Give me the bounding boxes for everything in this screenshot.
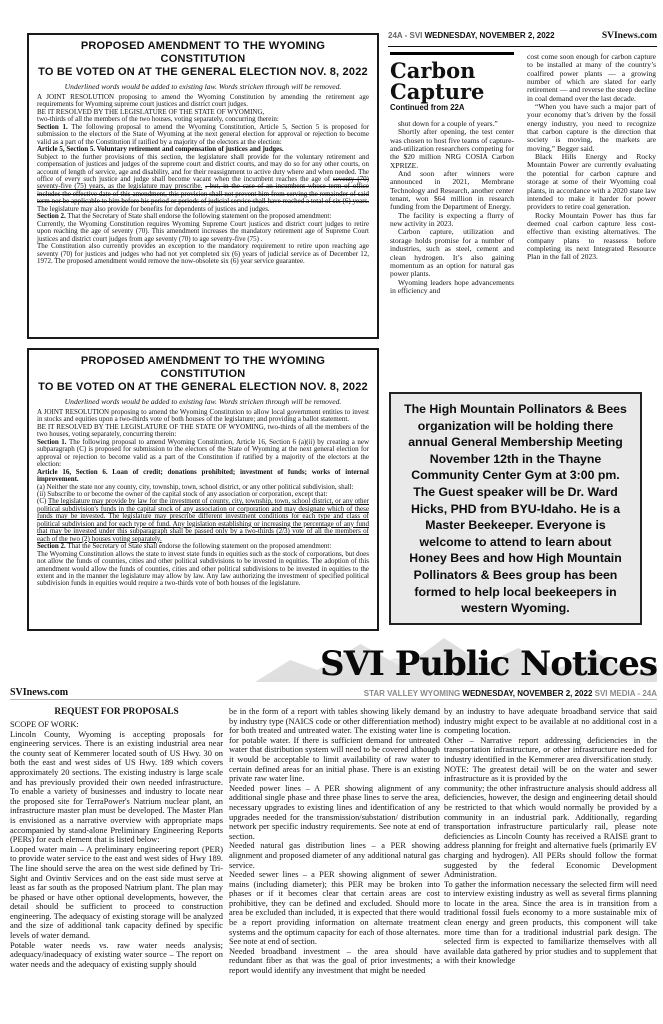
masthead-title: SVI Public Notices — [320, 644, 657, 684]
notice-1-title — [37, 40, 369, 79]
rfp-column-1 — [10, 707, 223, 969]
headline-rule — [390, 52, 514, 55]
article-headline — [390, 60, 514, 102]
folio-website-url: SVInews.com — [10, 687, 69, 698]
folio-media-page: SVI MEDIA - 24A — [592, 689, 657, 698]
bee-meeting-announcement: The High Mountain Pollinators & Bees organization will be holding there annual General Membership Meeting November 12th in the Thayne Community Center Gym at 3:00 pm. The Guest speaker will be Dr. Ward Hicks, PHD from BYU-Idaho. He is a Master Beekeeper. Everyone is welcome to attend to learn about Honey Bees and how High Mountain Pollinators & Bees group has been formed to help local beekeepers in western Wyoming. — [389, 392, 642, 625]
folio-location: STAR VALLEY WYOMING — [363, 689, 463, 698]
rfp-title: REQUEST FOR PROPOSALS — [54, 707, 179, 717]
rfp-text-col1: SCOPE OF WORK: Lincoln County, Wyoming is accepting proposals for engineering services. There is an existing industrial area near the county seat of Kemmerer located south of US Hwy. 30 on both the east and west sides of US Hwy. 189 which covers approximately 20 sections. The existing industry is large scale and has previously provided their own needed infrastructure. To enable a variety of businesses and industry to locate near the proposed site for TerraPower's Natrium nuclear plant, an infrastructure master plan must be developed. The Master Plan is envisioned as a narrative overview with appropriate maps accompanied by stand-alone Preliminary Engineering Reports (PERs) for each element that is listed below: Looped water main – A preliminary engineering report (PER) to provide water service to the east and west sides of Hwy 189. The line should serve the area on the west side defined by Tri-Sight and Ovintiv Services and on the east side must serve at least as far south as the proposed Natrium plant. The plan may be phased or have other optional developments, however, the detail should be sufficient to proceed to construction engineering. The adequacy of existing storage will be analyzed and the size of additional tank capacity defined by specific levels of water demand. Potable water needs vs. raw water needs analysis; adequacy/inadequacy of existing water source – The report on water needs and the adequacy of existing supply should — [10, 720, 223, 969]
notice-1-title-line1: PROPOSED AMENDMENT TO THE WYOMING CONSTITUTION — [80, 40, 326, 65]
headline-line2: Capture — [390, 79, 485, 104]
rfp-text-col3: by an industry to have adequate broadband service that said industry might expect to be available at no additional cost in a competing location. Other – Narrative report addressing deficiencies in the transportation infrastructure, or other infrastructure needed for industry identified in the Kemmerer area diversification study. NOTE: The greatest detail will be on the water and sewer infrastructure as it is provided by the community; the other infrastructure analysis should address all deficiencies, however, the design and engineering detail should be restricted to that which would normally be provided by a community in an industrial park. Additionally, regarding transportation infrastructure particularly rail, please note deficiencies as Lincoln County has received a RAISE grant to address planning for freight and alternative fuels (primarily EV charging and hydrogen). All PERs should follow the format suggested by the federal Economic Development Administration. To gather the information necessary the selected firm will need to interview existing industry as well as several firms planning to locate in the area. Since the area is in transition from a traditional fossil fuels economy to a more sustainable mix of clean energy and green products, this component will take more time than for a traditional industrial park design. The selected firm is expected to familiarize themselves with all available data gathered by prior studies and to supplement that with their knowledge — [444, 707, 657, 966]
notice-1-subtitle: Underlined words would be added to existing law. Words stricken through will be removed. — [64, 82, 342, 91]
page-number: 24A - SVI — [388, 31, 425, 40]
public-notices-masthead — [255, 628, 657, 682]
folio-tagline — [364, 689, 657, 698]
rfp-column-2 — [229, 707, 440, 976]
folio-date: WEDNESDAY, NOVEMBER 2, 2022 — [462, 689, 593, 698]
notice-2-subtitle: Underlined words would be added to existing law. Words stricken through will be removed. — [64, 397, 342, 406]
issue-date: WEDNESDAY, NOVEMBER 2, 2022 — [424, 31, 555, 40]
carbon-article-column-2 — [527, 53, 656, 262]
page-number-date — [388, 31, 555, 40]
notice-1-body: A JOINT RESOLUTION proposing to amend the Wyoming Constitution by amending the retirement age requirements for Wyoming supreme court justices and district court judges. BE IT RESOLVED BY THE LEGISLATURE OF THE STATE OF WYOMING, two-thirds of all the members of the two houses, voting separately, concurring therein: Section 1. The following proposal to amend the Wyoming Constitution, Article 5, Section 5 is proposed for submission to the electors of the State of Wyoming at the next general election for approval or rejection to become valid as a part of the Constitution if ratified by a majority of the electors at the election: Article 5, Section 5. Voluntary retirement and compensation of justices and judges. Subject to the further provisions of this section, the legislature shall provide for the voluntary retirement and compensation of justices and judges of the supreme court and district courts, and may do so for any other courts, on account of length of service, age and disability, and for their reassignment to active duty where and when needed. The office of every such justice and judge shall become vacant when the incumbent reaches the age of seventy (70) seventy-five (75) years, as the legislature may prescribe. , but, in the case of an incumbent whose term of office includes the effective date of this amendment, this provision shall not prevent him from serving the remainder of said term nor be applicable to him before his period or periods of judicial service shall have reached a total of six (6) years. The legislature may also provide for benefits for dependents of justices and judges. Section 2. That the Secretary of State shall endorse the following statement on the proposed amendment: Currently, the Wyoming Constitution requires Wyoming Supreme Court justices and district court judges to retire upon reaching the age of seventy (70). This amendment increases the mandatory retirement age of Supreme Court justices and district court judges from age seventy (70) to age seventy-five (75) . The Constitution also currently provides an exception to the mandatory requirement to retire upon reaching age seventy (70) for justices and judges who had not yet completed six (6) years of judicial service as of December 12, 1972. The proposed amendment would remove the now-obsolete six (6) year service guarantee. — [37, 93, 369, 265]
website-url: SVInews.com — [601, 31, 657, 41]
folio-line — [10, 685, 657, 700]
notice-2-title — [37, 355, 369, 394]
page-running-header — [388, 31, 657, 47]
continued-from-label: Continued from 22A — [390, 103, 465, 112]
notice-1-title-line2: TO BE VOTED ON AT THE GENERAL ELECTION NOV. 8, 2022 — [38, 66, 368, 78]
notice-2-body: A JOINT RESOLUTION proposing to amend the Wyoming Constitution to allow local government entities to invest in stocks and equities upon a two-thirds vote of both houses of the legislature; and providing a ballot statement. BE IT RESOLVED BY THE LEGISLATURE OF THE STATE OF WYOMING, two-thirds of all the members of the two houses, voting separately, concurring therein: Section 1. The following proposal to amend Wyoming Constitution, Article 16, Section 6 (a)(ii) by creating a new subparagraph (C) is proposed for submission to the electors of the State of Wyoming at the next general election for approval or rejection to become valid as a part of the Constitution if ratified by a majority of the electors at the election: Article 16, Section 6. Loan of credit; donations prohibited; investment of funds; works of internal improvement. (a) Neither the state nor any county, city, township, town, school district, or any other political subdivision, shall: (ii) Subscribe to or become the owner of the capital stock of any association or corporation, except that: (C) The legislature may provide by law for the investment of county, city, township, town, school district, or any other political subdivision's funds in the capital stock of any association or corporation and may designate which of these funds may be invested. The legislature may prescribe different investment conditions for each type and class of political subdivision and for each type of fund. Any legislation establishing or increasing the percentage of any fund that may be invested under this subparagraph shall be passed only by a two-thirds (2/3) vote of all the members of each of the two (2) houses voting separately. Section 2. That the Secretary of State shall endorse the following statement on the proposed amendment: The Wyoming Constitution allows the state to invest state funds in equities such as the stock of corporations, but does not allow the funds of counties, cities and other political subdivisions to be invested in equities. The adoption of this amendment would allow the funds of counties, cities and other political subdivisions to be invested in equities to the extent and in the manner the legislature may allow by law. Any law authorizing the investment of specified political subdivision funds in equities would require a two-thirds vote of both houses of the legislature. — [37, 408, 370, 588]
headline-line1: Carbon — [390, 58, 476, 83]
rfp-text-col2: be in the form of a report with tables showing likely demand by industry type (NAICS code or other differentiation method) for both treated and untreated water. The existing water line is for potable water. If there is sufficient demand for untreated water that distribution system will need to be covered although it would be acceptable to limit availability of raw water to certain defined areas for an initial phase. There is an existing private raw water line. Needed power lines – A PER showing alignment of any additional single phase and three phase lines to serve the area, necessary upgrades to existing lines and identification of any upgrades needed for the transmission/substation/ distribution network per specific industry requirements. See note at end of section. Needed natural gas distribution lines – a PER showing alignment and proposed diameter of any additional natural gas service. Needed sewer lines – a PER showing alignment of sewer mains (including diameter); this PER may be broken into phases or if it becomes clear that certain areas are cost prohibitive, they can be defined and excluded. Should more area be excluded than included, it is expected that there would be a report providing information on alternate treatment systems and the optimum capacity for each of those alternates. See note at end of section. Needed broadband investment – the area should have redundant fiber as that was the goal of prior investments; a report would identify any investment that might be needed — [229, 707, 440, 976]
article-text-col2: cost come soon enough for carbon capture to be installed at many of the country’s coalfired power plants — a growing number of which are slated for early retirement — and reverse the steep decline in coal demand over the last decade. “When you have such a major part of your economy that’s driven by the fossil energy industry, you need to recognize that carbon capture is the direction that society is moving, the markets are moving,” Begger said. Black Hills Energy and Rocky Mountain Power are currently evaluating the potential for carbon capture and storage at some of their Wyoming coal plants, in accordance with a 2020 state law intended to make it harder for power providers to retire coal generation. Rocky Mountain Power has thus far deemed coal carbon capture less cost-effective than existing alternatives. The company plans to reassess before completing its next Integrated Resource Plan in the fall of 2023. — [527, 52, 656, 262]
amendment-notice-2 — [27, 348, 379, 631]
carbon-article-column-1 — [390, 52, 514, 295]
rfp-column-3 — [444, 707, 657, 966]
amendment-notice-1 — [27, 33, 379, 339]
article-text-col1: shut down for a couple of years.” Shortly after opening, the test center was chosen to host five teams of capture-and-utilization researchers competing for the $20 million NRG COSIA Carbon XPRIZE. And soon after winners were announced in 2021, Membrane Technology and Research, another center tenant, won $64 million in research funding from the Department of Energy. The facility is expecting a flurry of new activity in 2023. Carbon capture, utilization and storage holds promise for a number of industries, such as steel, cement and clean hydrogen. It’s also gaining momentum as an option for natural gas power plants. Wyoming leaders hope advancements in efficiency and — [390, 119, 514, 295]
notice-2-title-line2: TO BE VOTED ON AT THE GENERAL ELECTION NOV. 8, 2022 — [38, 381, 368, 393]
notice-2-title-line1: PROPOSED AMENDMENT TO THE WYOMING CONSTITUTION — [80, 355, 326, 380]
